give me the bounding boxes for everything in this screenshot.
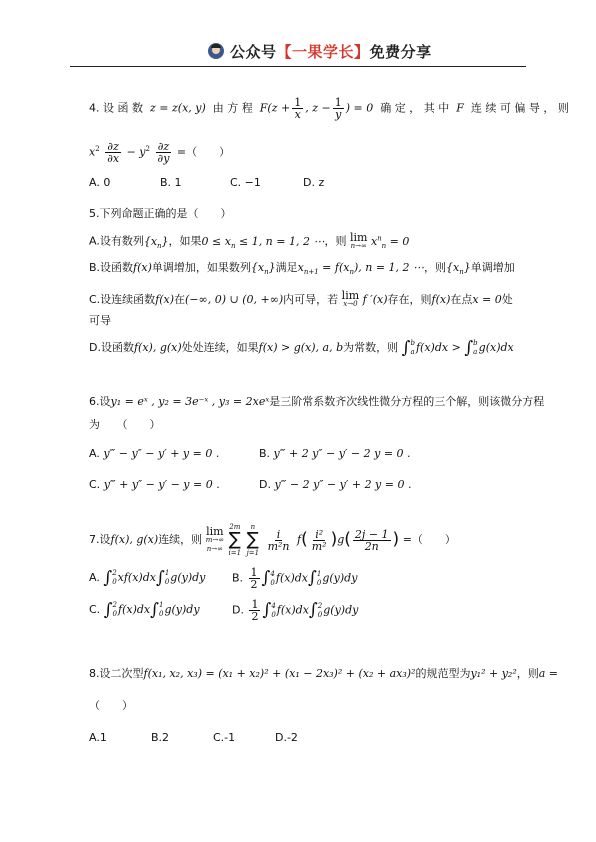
brand-text: 公众号【一果学长】免费分享 — [230, 42, 432, 61]
q5-option-c: C.设连续函数f(x)在(−∞, 0) ∪ (0, +∞)内可导，若 lim x→0 f ′(x)存在，则f(x)在点x = 0处 — [89, 289, 513, 308]
q4-option-a: A. 0 — [89, 176, 111, 189]
q4-option-b: B. 1 — [160, 176, 182, 189]
q4-line1: 4. 设 函 数 z = z(x, y) 由 方 程 F(z + $\frac{1}{x}$ , z − $\frac{1}{y}$ ) = 0 确 定 ， 其 中 F 连 续 可 偏 导 ， 则 — [89, 96, 569, 121]
q5-option-b: B.设函数f(x)单调增加，如果数列$\{x_n\}$满足$x_{n+1} = f(x_n)$, n = 1, 2 ⋯，则$\{x_n\}$单调增加 — [89, 261, 515, 277]
q7-stem: 7.设f(x), g(x)连续，则 lim m→∞ n→∞ 2m ∑ i=1 n ∑ j=1 $\frac{i}{\text{m²n}}$ f( $\frac{\text{i²}}{\text{m²}}$ )g( $\frac{2j - 1}{2n}$ ) =（ ） — [89, 523, 456, 557]
q6-option-c: C. y‴ + y″ − y′ − y = 0 . — [89, 478, 220, 491]
q8-line1: 8.设二次型f(x₁, x₂, x₃) = (x₁ + x₂)² + (x₁ − 2x₃)² + (x₂ + ax₃)²的规范型为y₁² + y₂²，则a = — [89, 667, 559, 680]
q5-stem: 5.下列命题正确的是（ ） — [89, 207, 232, 220]
header-brand — [208, 40, 432, 62]
q5-option-a: A.设有数列$\{x_n\}$，如果$0 \le x_n \le 1$, n = 1, 2 ⋯，则 lim n→∞ $x^n_n = 0$ — [89, 230, 410, 250]
q7-option-a: A. ∫ 2 0 xf(x)dx ∫ 1 0 g(y)dy — [89, 567, 206, 588]
q5-option-c-line2: 可导 — [89, 314, 111, 327]
q4-line2: $x^2$ $\frac{\partial z}{\partial x}$ − $y^2$ $\frac{\partial z}{\partial y}$ =（ ） — [89, 140, 231, 165]
q6-option-a: A. y‴ − y″ − y′ + y = 0 . — [89, 447, 220, 460]
q8-option-c: C.-1 — [213, 731, 236, 744]
avatar-logo-icon — [208, 43, 224, 59]
q4-option-d: D. z — [303, 176, 325, 189]
page-header — [0, 0, 596, 66]
q7-option-b: B. $\frac{1}{2}$ ∫ 4 0 f(x)dx ∫ 1 0 g(y)dy — [232, 566, 358, 591]
q7-option-c: C. ∫ 2 0 f(x)dx ∫ 1 0 g(y)dy — [89, 599, 200, 620]
q4-option-c: C. −1 — [230, 176, 261, 189]
q6-line2: 为 （ ） — [89, 418, 161, 431]
q7-option-d: D. $\frac{1}{2}$ ∫ 4 0 f(x)dx ∫ 2 0 g(y)dy — [232, 598, 359, 623]
q8-option-d: D.-2 — [275, 731, 298, 744]
q5-option-d: D.设函数f(x), g(x)处处连续，如果f(x) > g(x), a, b为常数，则 ∫ b a f(x)dx > ∫ b a g(x)dx — [89, 337, 514, 358]
q8-line2: （ ） — [89, 699, 133, 712]
q8-option-b: B.2 — [151, 731, 170, 744]
q6-line1: 6.设y₁ = eˣ , y₂ = 3e⁻ˣ , y₃ = 2xeˣ是三阶常系数齐次线性微分方程的三个解，则该微分方程 — [89, 395, 545, 408]
header-divider — [70, 66, 526, 67]
q6-option-d: D. y‴ − 2 y″ − y′ + 2 y = 0 . — [259, 478, 412, 491]
q8-option-a: A.1 — [89, 731, 107, 744]
q6-option-b: B. y‴ + 2 y″ − y′ − 2 y = 0 . — [259, 447, 411, 460]
